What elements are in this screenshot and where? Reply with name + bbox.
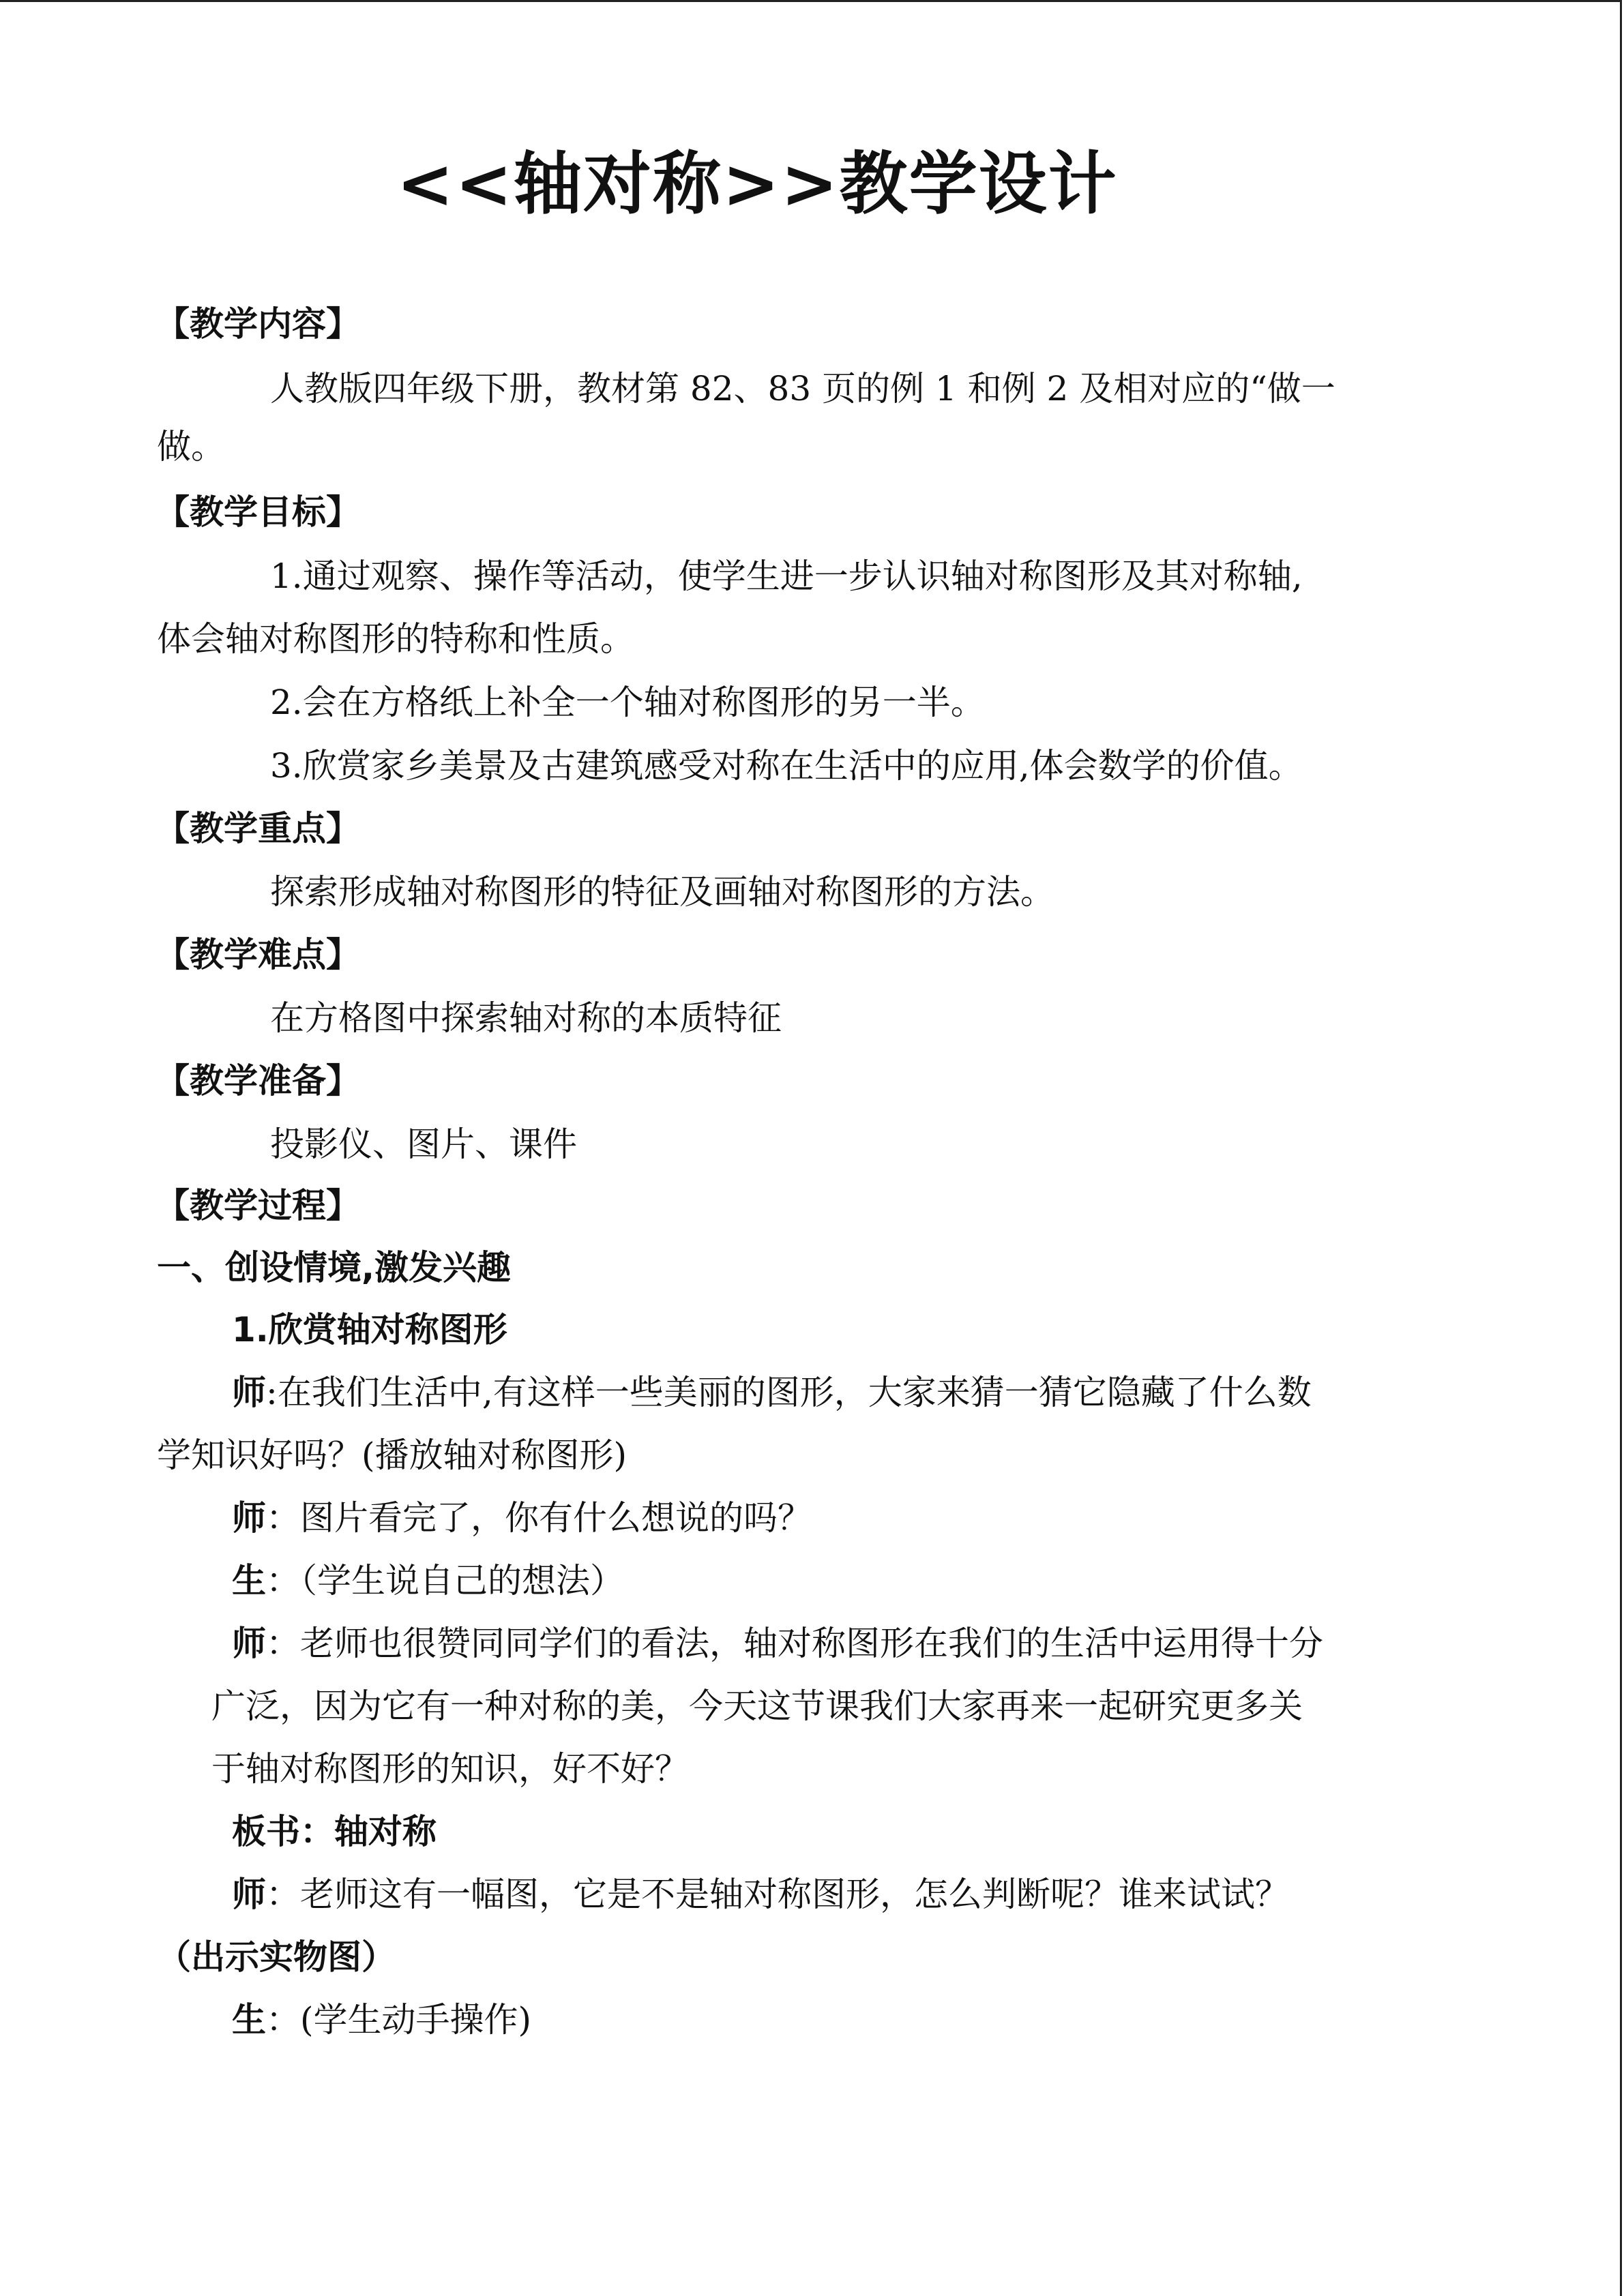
- dialogue-1: [232, 1369, 1312, 1416]
- dialogue-7: [232, 1996, 531, 2044]
- goal-line-1: 1.通过观察、操作等活动，使学生进一步认识轴对称图形及其对称轴,: [270, 556, 1303, 596]
- section-heading-goals: 【教学目标】: [156, 492, 360, 532]
- dialogue-6: [232, 1870, 1289, 1918]
- board-note-sep: ：: [300, 1812, 334, 1851]
- dialogue-7-text: (学生动手操作): [300, 2000, 532, 2040]
- dialogue-2-speaker: 师: [232, 1498, 266, 1538]
- content-line-1: 人教版四年级下册，教材第 82、83 页的例 1 和例 2 及相对应的“做一: [270, 369, 1335, 408]
- dialogue-2-text: 图片看完了，你有什么想说的吗？: [300, 1498, 812, 1538]
- board-note: [232, 1808, 437, 1855]
- section-heading-content: 【教学内容】: [156, 304, 360, 344]
- dialogue-7-speaker: 生: [232, 2000, 266, 2040]
- dialogue-4: [232, 1620, 1323, 1667]
- dialogue-6-text: 老师这有一幅图，它是不是轴对称图形，怎么判断呢？谁来试试？: [300, 1875, 1289, 1914]
- dialogue-6-speaker: 师: [232, 1875, 266, 1914]
- content-line-2: 做。: [157, 427, 225, 466]
- dialogue-1-speaker: 师: [232, 1373, 266, 1412]
- dialogue-2-sep: ：: [266, 1498, 300, 1538]
- preparation-line-1: 投影仪、图片、课件: [270, 1124, 577, 1164]
- difficulties-line-1: 在方格图中探索轴对称的本质特征: [270, 998, 782, 1038]
- dialogue-3-speaker: 生: [232, 1561, 266, 1600]
- dialogue-4-text: 老师也很赞同同学们的看法，轴对称图形在我们的生活中运用得十分: [300, 1624, 1323, 1663]
- dialogue-3-sep: ：: [266, 1561, 300, 1600]
- dialogue-1-sep: :: [266, 1373, 278, 1412]
- dialogue-4-continuation-1: 广泛，因为它有一种对称的美，今天这节课我们大家再来一起研究更多关: [211, 1686, 1303, 1726]
- board-note-text: 轴对称: [334, 1812, 437, 1851]
- goal-line-2: 体会轴对称图形的特称和性质。: [157, 619, 634, 659]
- section-heading-difficulties: 【教学难点】: [156, 935, 360, 974]
- key-points-line-1: 探索形成轴对称图形的特征及画轴对称图形的方法。: [270, 872, 1054, 912]
- section-heading-key-points: 【教学重点】: [156, 809, 360, 848]
- goal-line-3: 2.会在方格纸上补全一个轴对称图形的另一半。: [270, 683, 985, 722]
- dialogue-4-continuation-2: 于轴对称图形的知识，好不好？: [211, 1749, 689, 1789]
- dialogue-6-sep: ：: [266, 1875, 300, 1914]
- dialogue-7-sep: ：: [266, 2000, 300, 2040]
- process-sub1-title: 1.欣赏轴对称图形: [232, 1310, 507, 1350]
- section-heading-process: 【教学过程】: [156, 1186, 360, 1225]
- process-part1-title: 一、创设情境,激发兴趣: [157, 1248, 511, 1287]
- dialogue-2: [232, 1494, 812, 1542]
- board-note-label: 板书: [232, 1812, 300, 1851]
- dialogue-6-continuation: （出示实物图）: [157, 1937, 396, 1977]
- page-title: <<轴对称>>教学设计: [396, 144, 1118, 224]
- dialogue-1-text: 在我们生活中,有这样一些美丽的图形，大家来猜一猜它隐藏了什么数: [277, 1373, 1312, 1412]
- goal-line-4: 3.欣赏家乡美景及古建筑感受对称在生活中的应用,体会数学的价值。: [270, 746, 1303, 786]
- dialogue-3: [232, 1557, 624, 1605]
- dialogue-4-speaker: 师: [232, 1624, 266, 1663]
- dialogue-3-text: （学生说自己的想法）: [300, 1561, 624, 1600]
- dialogue-4-sep: ：: [266, 1624, 300, 1663]
- dialogue-1-continuation: 学知识好吗？(播放轴对称图形): [157, 1435, 628, 1475]
- section-heading-preparation: 【教学准备】: [156, 1061, 360, 1101]
